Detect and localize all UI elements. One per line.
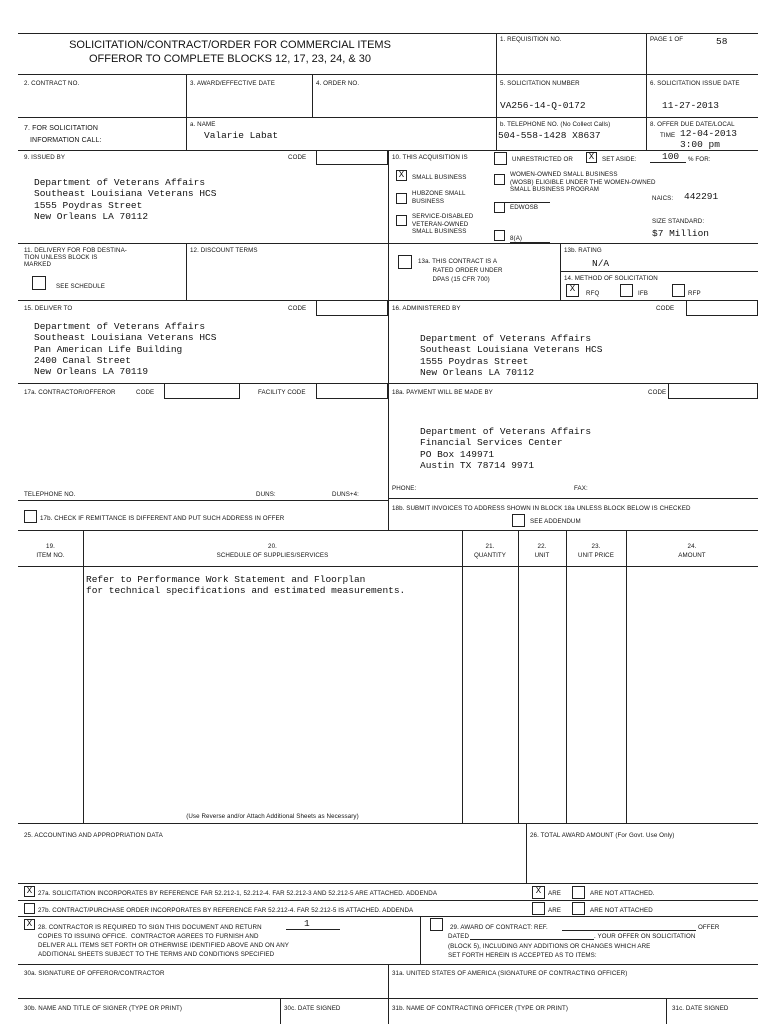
27a-are-not-label: ARE NOT ATTACHED. (590, 890, 655, 897)
unrestricted-label: UNRESTRICTED OR (512, 156, 573, 163)
deliver-to-code-field[interactable] (316, 300, 388, 316)
rule (496, 33, 497, 150)
edwosb-fill-line (494, 202, 550, 203)
solicitation-no-label: 5. SOLICITATION NUMBER (500, 80, 580, 87)
rule (18, 900, 758, 901)
hubzone-label: HUBZONE SMALL BUSINESS (412, 190, 466, 205)
page-total: 58 (716, 36, 728, 47)
payment-address: Department of Veterans Affairs Financial Services Center PO Box 149971 Austin TX 78714 9971 (420, 426, 592, 471)
sdvosb-label: SERVICE-DISABLED VETERAN-OWNED SMALL BUSINESS (412, 213, 474, 235)
percent-underline (650, 162, 686, 163)
issued-by-code-label: CODE (288, 154, 307, 161)
clause-28-checkbox[interactable]: X (24, 919, 35, 930)
discount-terms-label: 12. DISCOUNT TERMS (190, 247, 258, 254)
administered-by-code-field[interactable] (686, 300, 758, 316)
rule (462, 530, 463, 823)
hubzone-checkbox[interactable] (396, 193, 407, 204)
col-amount: 24. AMOUNT (678, 543, 706, 559)
rated-order-checkbox[interactable] (398, 255, 412, 269)
rule (83, 530, 84, 823)
rule (626, 530, 627, 823)
small-business-label: SMALL BUSINESS (412, 174, 467, 181)
27b-are-checkbox[interactable] (532, 902, 545, 915)
officer-date-label: 31c. DATE SIGNED (672, 1005, 729, 1012)
rule (646, 33, 647, 150)
set-aside-percent[interactable]: 100 (662, 151, 680, 162)
see-addendum-checkbox[interactable] (512, 514, 525, 527)
payment-phone-label: PHONE: (392, 485, 417, 492)
solicitation-no[interactable]: VA256-14-Q-0172 (500, 100, 586, 111)
duns-label: DUNS: (256, 491, 276, 498)
naics-code[interactable]: 442291 (684, 191, 719, 202)
rule (388, 498, 758, 499)
col-unit: 22. UNIT (534, 543, 550, 559)
offer-due-label: 8. OFFER DUE DATE/LOCAL (650, 121, 735, 128)
form-top-border (18, 33, 758, 34)
col-item-no: 19. ITEM NO. (36, 543, 65, 559)
rule (518, 530, 519, 823)
offeror-signature-label: 30a. SIGNATURE OF OFFEROR/CONTRACTOR (24, 970, 165, 977)
col-schedule: 20. SCHEDULE OF SUPPLIES/SERVICES (216, 543, 329, 559)
administered-by-label: 16. ADMINISTERED BY (392, 305, 461, 312)
issued-by-code-field[interactable] (316, 150, 388, 165)
clause-27a-checkbox[interactable]: X (24, 886, 35, 897)
col-quantity: 21. QUANTITY (473, 543, 507, 559)
form-title-line2: OFFEROR TO COMPLETE BLOCKS 12, 17, 23, 24, & 30 (88, 53, 372, 65)
27b-are-label: ARE (548, 907, 562, 914)
contracting-officer-signature-label: 31a. UNITED STATES OF AMERICA (SIGNATURE OF CONTRACTING OFFICER) (392, 970, 628, 977)
issue-date-label: 6. SOLICITATION ISSUE DATE (650, 80, 740, 87)
schedule-content: Refer to Performance Work Statement and Floorplan for technical specifications and estimated measurements. (86, 574, 406, 597)
size-standard-label: SIZE STANDARD: (652, 218, 705, 225)
size-standard[interactable]: $7 Million (652, 228, 710, 239)
remittance-label: 17b. CHECK IF REMITTANCE IS DIFFERENT AND PUT SUCH ADDRESS IN OFFER (40, 515, 285, 522)
rated-order-label: 13a. THIS CONTRACT IS A RATED ORDER UNDER DPAS (15 CFR 700) (418, 258, 503, 283)
rating-underline (560, 271, 758, 272)
rfp-checkbox[interactable] (672, 284, 685, 297)
ifb-label: IFB (638, 290, 648, 297)
27a-are-checkbox[interactable]: X (532, 886, 545, 899)
accounting-label: 25. ACCOUNTING AND APPROPRIATION DATA (24, 832, 163, 839)
acquisition-label: 10. THIS ACQUISITION IS (392, 154, 468, 161)
eight-a-checkbox[interactable] (494, 230, 505, 241)
ifb-checkbox[interactable] (620, 284, 633, 297)
copies-count[interactable]: 1 (304, 918, 310, 929)
27a-are-not-checkbox[interactable] (572, 886, 585, 899)
27a-are-label: ARE (548, 890, 562, 897)
sdvosb-checkbox[interactable] (396, 215, 407, 226)
rule (18, 530, 758, 531)
rule (18, 500, 388, 501)
award-date-label: 3. AWARD/EFFECTIVE DATE (190, 80, 275, 87)
facility-code-label: FACILITY CODE (258, 389, 306, 396)
clause-29-body: (BLOCK 5), INCLUDING ANY ADDITIONS OR CHANGES WHICH ARE SET FORTH HEREIN IS ACCEPTED AS TO ITEMS: (448, 943, 651, 959)
contractor-code-label: CODE (136, 389, 155, 396)
ref-underline (562, 930, 696, 931)
rule (186, 243, 187, 300)
info-call-label: INFORMATION CALL: (30, 137, 102, 144)
duns4-label: DUNS+4: (332, 491, 360, 498)
payment-label: 18a. PAYMENT WILL BE MADE BY (392, 389, 493, 396)
contractor-code-field[interactable] (164, 383, 240, 399)
naics-label: NAICS: (652, 195, 674, 202)
27b-are-not-checkbox[interactable] (572, 902, 585, 915)
rule (18, 823, 758, 824)
officer-name-label: 31b. NAME OF CONTRACTING OFFICER (TYPE OR PRINT) (392, 1005, 568, 1012)
rating-value[interactable]: N/A (592, 258, 610, 269)
rating-label: 13b. RATING (564, 247, 602, 254)
rule (186, 74, 187, 150)
27b-are-not-label: ARE NOT ATTACHED (590, 907, 653, 914)
edwosb-checkbox[interactable] (494, 202, 505, 213)
telephone-label: TELEPHONE NO. (24, 491, 76, 498)
info-call-label: 7. FOR SOLICITATION (24, 125, 98, 132)
clause-29-dated: DATED (448, 933, 470, 940)
rfp-label: RFP (688, 290, 701, 297)
rule (388, 150, 389, 530)
see-schedule-checkbox[interactable] (32, 276, 46, 290)
phone-label: b. TELEPHONE NO. (No Collect Calls) (500, 121, 611, 128)
payment-code-field[interactable] (668, 383, 758, 399)
see-schedule-label: SEE SCHEDULE (56, 283, 105, 290)
rule (18, 883, 758, 884)
name-label: a. NAME (190, 121, 216, 128)
rule (526, 823, 527, 883)
clause-28-label: 28. CONTRACTOR IS REQUIRED TO SIGN THIS DOCUMENT AND RETURN (38, 924, 262, 931)
edwosb-label: EDWOSB (510, 204, 539, 211)
clause-29-label: 29. AWARD OF CONTRACT: REF. (450, 924, 548, 931)
unrestricted-checkbox[interactable] (494, 152, 507, 165)
copies-underline (286, 929, 340, 930)
facility-code-field[interactable] (316, 383, 388, 399)
col-unit-price: 23. UNIT PRICE (578, 543, 614, 559)
contract-no-label: 2. CONTRACT NO. (24, 80, 80, 87)
total-award-label: 26. TOTAL AWARD AMOUNT (For Govt. Use Only) (530, 832, 675, 839)
issue-date[interactable]: 11-27-2013 (662, 100, 720, 111)
payment-fax-label: FAX: (574, 485, 588, 492)
issued-by-address: Department of Veterans Affairs Southeast Louisiana Veterans HCS 1555 Poydras Street New Orleans LA 70112 (34, 177, 217, 222)
offeror-date-label: 30c. DATE SIGNED (284, 1005, 341, 1012)
rule (566, 530, 567, 823)
clause-28-body: COPIES TO ISSUING OFFICE. CONTRACTOR AGREES TO FURNISH AND DELIVER ALL ITEMS SET FORTH OR OTHERWISE IDENTIFIED ABOVE AND ON ANY ADDITIONAL SHEETS SUBJECT TO THE TERMS AND CONDITIONS SPECIFIED (38, 933, 290, 958)
schedule-footnote: (Use Reverse and/or Attach Additional Sheets as Necessary) (186, 813, 359, 820)
contact-name[interactable]: Valarie Labat (204, 130, 279, 141)
administered-by-code-label: CODE (656, 305, 675, 312)
eight-a-label: 8(A) (510, 235, 523, 242)
page-label: PAGE 1 OF (650, 36, 684, 43)
order-no-label: 4. ORDER NO. (316, 80, 360, 87)
form-title-line1: SOLICITATION/CONTRACT/ORDER FOR COMMERCIAL ITEMS (69, 39, 391, 51)
clause-27a-label: 27a. SOLICITATION INCORPORATES BY REFERENCE FAR 52.212-1, 52.212-4. FAR 52.212-3 AND 52.212-5 ARE ATTACHED. ADDENDA (38, 890, 438, 897)
remittance-checkbox[interactable] (24, 510, 37, 523)
contractor-label: 17a. CONTRACTOR/OFFEROR (24, 389, 116, 396)
rule (18, 117, 758, 118)
set-aside-label: SET ASIDE: (602, 156, 637, 163)
method-label: 14. METHOD OF SOLICITATION (564, 275, 658, 282)
deliver-to-address: Department of Veterans Affairs Southeast Louisiana Veterans HCS Pan American Life Building 2400 Canal Street New Orleans LA 70119 (34, 321, 217, 378)
deliver-to-label: 15. DELIVER TO (24, 305, 73, 312)
administered-by-address: Department of Veterans Affairs Southeast Louisiana Veterans HCS 1555 Poydras Street New Orleans LA 70112 (420, 333, 603, 378)
rule (280, 998, 281, 1024)
clause-27b-checkbox[interactable] (24, 903, 35, 914)
wosb-checkbox[interactable] (494, 174, 505, 185)
see-addendum-label: SEE ADDENDUM (530, 518, 581, 525)
delivery-label: 11. DELIVERY FOR FOB DESTINA- TION UNLESS BLOCK IS MARKED (24, 247, 127, 268)
rfq-checkbox[interactable]: X (566, 284, 579, 297)
clause-27b-label: 27b. CONTRACT/PURCHASE ORDER INCORPORATES BY REFERENCE FAR 52.212-4. FAR 52.212-5 IS ATTACHED. ADDENDA (38, 907, 414, 914)
submit-invoices-label: 18b. SUBMIT INVOICES TO ADDRESS SHOWN IN BLOCK 18a UNLESS BLOCK BELOW IS CHECKED (392, 505, 691, 512)
time-label: TIME (660, 132, 676, 139)
issued-by-label: 9. ISSUED BY (24, 154, 66, 161)
clause-29-checkbox[interactable] (430, 918, 443, 931)
rule (18, 74, 758, 75)
payment-code-label: CODE (648, 389, 667, 396)
set-aside-checkbox[interactable]: X (586, 152, 597, 163)
small-business-checkbox[interactable]: X (396, 170, 407, 181)
rule (666, 998, 667, 1024)
signer-name-label: 30b. NAME AND TITLE OF SIGNER (TYPE OR PRINT) (24, 1005, 183, 1012)
offer-due-date[interactable]: 12-04-2013 (680, 128, 738, 139)
rule (312, 74, 313, 117)
dated-underline (470, 939, 594, 940)
contact-phone[interactable]: 504-558-1428 X8637 (498, 130, 601, 141)
requisition-no-label: 1. REQUISITION NO. (500, 36, 562, 43)
percent-for-label: % FOR: (688, 156, 711, 163)
rule (18, 916, 758, 917)
offer-due-time[interactable]: 3:00 pm (680, 139, 720, 150)
eight-a-underline (510, 242, 550, 243)
wosb-label: WOMEN-OWNED SMALL BUSINESS (WOSB) ELIGIBLE UNDER THE WOMEN-OWNED SMALL BUSINESS PROGRAM (510, 171, 656, 193)
rfq-label: RFQ (586, 290, 600, 297)
clause-29-offer: OFFER (698, 924, 720, 931)
rule (420, 916, 421, 964)
rule (18, 566, 758, 567)
deliver-to-code-label: CODE (288, 305, 307, 312)
clause-29-your-offer: . YOUR OFFER ON SOLICITATION (594, 933, 696, 940)
rule (388, 964, 389, 1024)
